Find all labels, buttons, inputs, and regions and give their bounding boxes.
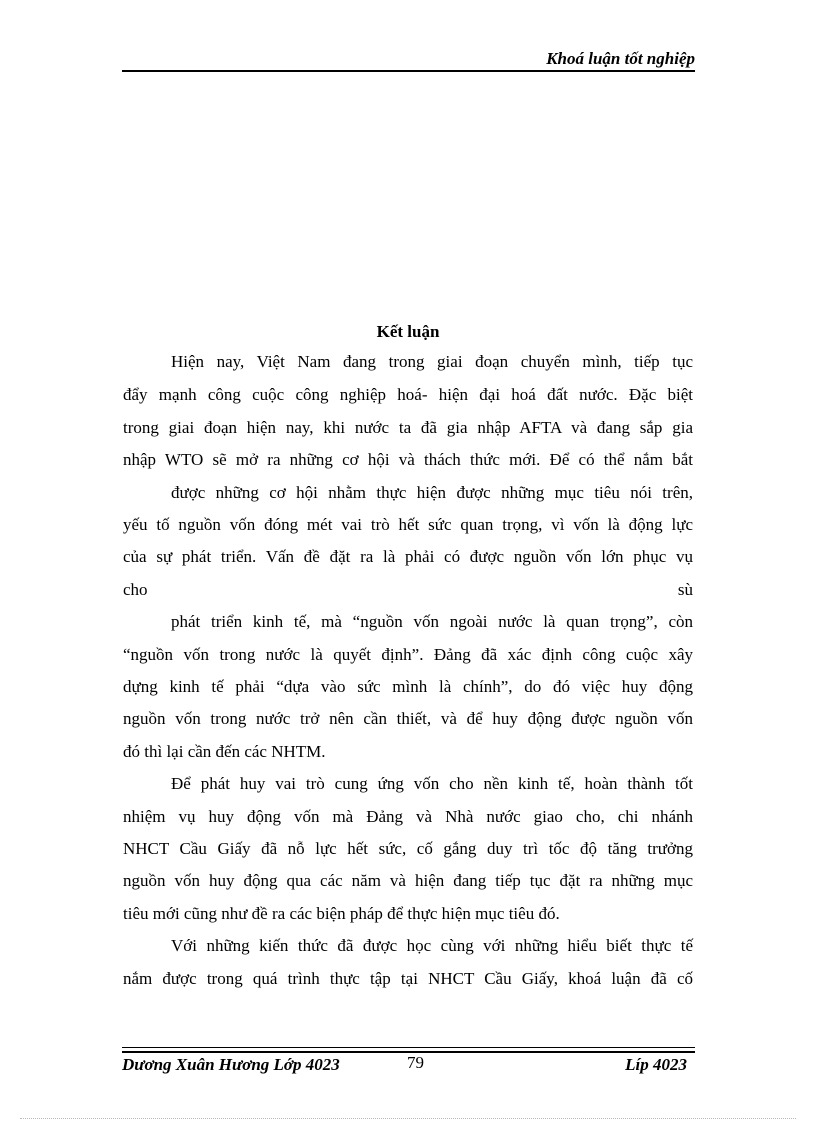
text-line: Để phát huy vai trò cung ứng vốn cho nền kinh tế, hoàn thành tốt bbox=[171, 774, 693, 793]
text-line: Hiện nay, Việt Nam đang trong giai đoạn chuyển mình, tiếp tục bbox=[171, 352, 693, 371]
section-heading: Kết luận bbox=[376, 322, 440, 341]
text-line: phát triển kinh tế, mà “nguồn vốn ngoài nước là quan trọng”, còn bbox=[171, 612, 693, 631]
text-line: “nguồn vốn trong nước là quyết định”. Đảng đã xác định công cuộc xây bbox=[123, 645, 693, 664]
text-fragment-right: sù bbox=[677, 580, 693, 599]
text-fragment-left: cho bbox=[123, 580, 148, 599]
text-line: nhiệm vụ huy động vốn mà Đảng và Nhà nước giao cho, chi nhánh bbox=[123, 807, 693, 826]
text-line: Với những kiến thức đã được học cùng với những hiểu biết thực tế bbox=[171, 936, 693, 955]
footer-author: Dương Xuân Hương Lớp 4023 bbox=[122, 1055, 340, 1074]
text-line: đẩy mạnh công cuộc công nghiệp hoá- hiện đại hoá đất nước. Đặc biệt bbox=[123, 385, 693, 404]
footer-class: Líp 4023 bbox=[625, 1055, 687, 1074]
text-line: yếu tố nguồn vốn đóng mét vai trò hết sức quan trọng, vì vốn là động lực bbox=[123, 515, 693, 534]
header-rule bbox=[122, 70, 695, 72]
page-edge-dotted-line bbox=[20, 1118, 796, 1119]
text-line: của sự phát triển. Vấn đề đặt ra là phải có được nguồn vốn lớn phục vụ bbox=[123, 547, 693, 566]
text-line: nhập WTO sẽ mở ra những cơ hội và thách thức mới. Để có thể nắm bắt bbox=[123, 450, 693, 469]
text-line: nguồn vốn trong nước trở nên cần thiết, và để huy động được nguồn vốn bbox=[123, 709, 693, 728]
page-number: 79 bbox=[407, 1053, 424, 1072]
text-line: đó thì lại cần đến các NHTM. bbox=[123, 742, 326, 761]
text-line bbox=[123, 579, 693, 601]
text-line: trong giai đoạn hiện nay, khi nước ta đã gia nhập AFTA và đang sắp gia bbox=[123, 418, 693, 437]
text-line: NHCT Cầu Giấy đã nỗ lực hết sức, cố gắng duy trì tốc độ tăng trưởng bbox=[123, 839, 693, 858]
running-header-title: Khoá luận tốt nghiệp bbox=[546, 49, 695, 68]
text-line: nắm được trong quá trình thực tập tại NHCT Cầu Giấy, khoá luận đã cố bbox=[123, 969, 693, 988]
text-line: được những cơ hội nhằm thực hiện được những mục tiêu nói trên, bbox=[171, 483, 693, 502]
text-line: dựng kinh tế phải “dựa vào sức mình là chính”, do đó việc huy động bbox=[123, 677, 693, 696]
text-line: tiêu mới cũng như đề ra các biện pháp để thực hiện mục tiêu đó. bbox=[123, 904, 560, 923]
text-line: nguồn vốn huy động qua các năm và hiện đang tiếp tục đặt ra những mục bbox=[123, 871, 693, 890]
footer-rule bbox=[122, 1047, 695, 1048]
